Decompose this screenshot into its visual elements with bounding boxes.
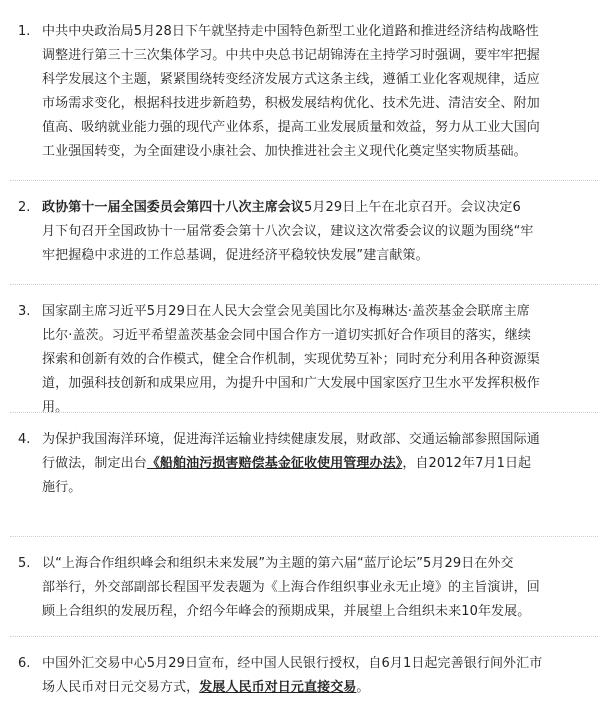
text-line [42, 652, 598, 676]
text-line [42, 140, 598, 164]
text-line [42, 452, 598, 476]
text-segment: 中国外汇交易中心5月29日宣布，经中国人民银行授权，自6月1日起完善银行间外汇市 [42, 656, 543, 671]
text-segment: ，自2012年7月1日起 [402, 456, 532, 471]
text-line [42, 676, 598, 700]
item-divider [10, 536, 598, 537]
item-number: 3. [18, 304, 31, 319]
text-line [42, 348, 598, 372]
text-line [42, 476, 598, 500]
text-segment: 科学发展这个主题，紧紧围绕转变经济发展方式这条主线，遵循工业化客观规律，适应 [42, 72, 540, 87]
item-text [42, 428, 598, 500]
text-segment: 顾上合组织的发展历程，介绍今年峰会的预期成果，并展望上合组织未来10年发展。 [42, 604, 531, 619]
text-line [42, 324, 598, 348]
text-segment: 探索和创新有效的合作模式，健全合作机制，实现优势互补；同时充分利用各种资源渠 [42, 352, 540, 367]
emphasized-text: 《船舶油污损害赔偿基金征收使用管理办法》 [146, 456, 403, 471]
text-segment: 部举行，外交部副部长程国平发表题为《上海合作组织事业永无止境》的主旨演讲，回 [42, 580, 540, 595]
item-number: 1. [18, 24, 31, 39]
text-line [42, 552, 598, 576]
item-text [42, 552, 598, 624]
emphasized-text: 政协第十一届全国委员会第四十八次主席会议 [42, 200, 305, 215]
text-line [42, 20, 598, 44]
text-line [42, 576, 598, 600]
text-segment: 值高、吸纳就业能力强的现代产业体系，提高工业发展质量和效益，努力从工业大国向 [42, 120, 540, 135]
item-number: 6. [18, 656, 31, 671]
text-line [42, 68, 598, 92]
item-number: 5. [18, 556, 31, 571]
text-segment: 道，加强科技创新和成果应用，为提升中国和广大发展中国家医疗卫生水平发挥积极作 [42, 376, 540, 391]
text-segment: 牢把握稳中求进的工作总基调，促进经济平稳较快发展”建言献策。 [42, 248, 429, 263]
text-segment: 调整进行第三十三次集体学习。中共中央总书记胡锦涛在主持学习时强调，要牢牢把握 [42, 48, 540, 63]
item-divider [10, 412, 598, 413]
text-line [42, 396, 598, 420]
text-line [42, 92, 598, 116]
text-line [42, 372, 598, 396]
text-segment: 工业强国转变，为全面建设小康社会、加快推进社会主义现代化奠定坚实物质基础。 [42, 144, 527, 159]
text-line [42, 116, 598, 140]
text-segment: 以“上海合作组织峰会和组织未来发展”为主题的第六届“蓝厅论坛”5月29日在外交 [42, 556, 514, 571]
item-number: 2. [18, 200, 31, 215]
text-line [42, 300, 598, 324]
item-divider [10, 636, 598, 637]
text-segment: 行做法，制定出台 [42, 456, 147, 471]
item-text [42, 652, 598, 700]
text-segment: 月下旬召开全国政协十一届常委会第十八次会议，建议这次常委会议的议题为围绕“牢 [42, 224, 534, 239]
text-segment: 中共中央政治局5月28日下午就坚持走中国特色新型工业化道路和推进经济结构战略性 [42, 24, 539, 39]
text-segment: 市场需求变化，根据科技进步新趋势，积极发展结构优化、技术先进、清洁安全、附加 [42, 96, 540, 111]
emphasized-text: 发展人民币对日元直接交易 [199, 680, 357, 695]
text-segment: 用。 [42, 400, 69, 415]
text-segment: 5月29日上午在北京召开。会议决定6 [304, 200, 521, 215]
item-text [42, 196, 598, 268]
text-segment: 场人民币对日元交易方式， [42, 680, 200, 695]
text-segment: 国家副主席习近平5月29日在人民大会堂会见美国比尔及梅琳达·盖茨基金会联席主席 [42, 304, 530, 319]
item-number: 4. [18, 432, 31, 447]
text-segment: 为保护我国海洋环境，促进海洋运输业持续健康发展，财政部、交通运输部参照国际通 [42, 432, 540, 447]
item-divider [10, 180, 598, 181]
item-divider [10, 284, 598, 285]
item-text [42, 20, 598, 164]
text-line [42, 428, 598, 452]
text-segment: 施行。 [42, 480, 82, 495]
text-line [42, 220, 598, 244]
text-line [42, 244, 598, 268]
text-line [42, 600, 598, 624]
text-line [42, 196, 598, 220]
text-line [42, 44, 598, 68]
text-segment: 。 [356, 680, 370, 695]
item-text [42, 300, 598, 420]
text-segment: 比尔·盖茨。习近平希望盖茨基金会同中国合作方一道切实抓好合作项目的落实，继续 [42, 328, 531, 343]
